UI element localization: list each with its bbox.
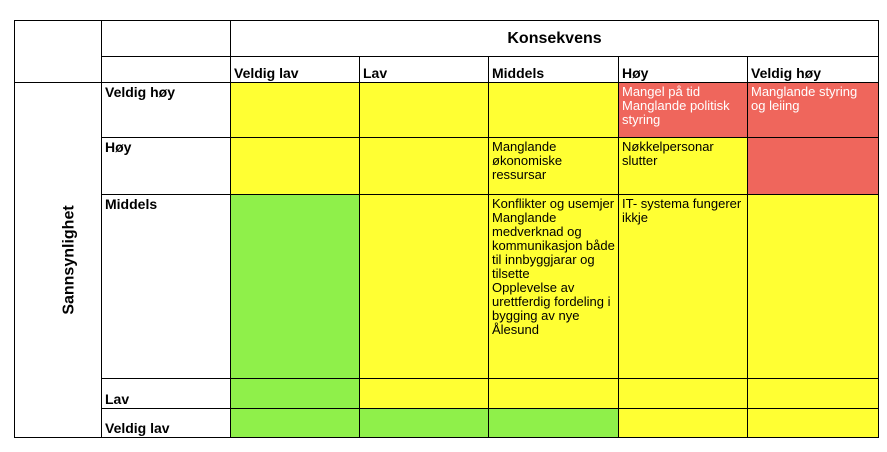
matrix-cell: IT- systema fungerer ikkje [619,195,748,379]
matrix-cell [489,379,619,409]
matrix-cell [231,195,360,379]
matrix-cell [360,138,489,195]
row-header: Lav [102,379,231,409]
matrix-cell [489,83,619,138]
matrix-cell [360,83,489,138]
matrix-cell [619,379,748,409]
side-axis-cell [15,83,102,438]
row-header: Veldig lav [102,409,231,438]
matrix-cell: Mangel på tid Manglande politisk styring [619,83,748,138]
matrix-cell [231,138,360,195]
column-header: Veldig høy [748,57,879,83]
matrix-cell [231,83,360,138]
matrix-cell [231,379,360,409]
column-header: Høy [619,57,748,83]
column-header: Lav [360,57,489,83]
matrix-cell [489,409,619,438]
matrix-cell [748,195,879,379]
matrix-cell [360,195,489,379]
matrix-cell: Konflikter og usemjer Manglande medverknad og kommunikasjon både til innbyggjarar og tilsette Opplevelse av urettferdig fordeling i bygging av nye Ålesund [489,195,619,379]
matrix-cell [619,409,748,438]
row-header: Veldig høy [102,83,231,138]
header-row-label-blank [102,57,231,83]
matrix-cell [748,409,879,438]
matrix-cell [748,379,879,409]
matrix-cell [360,409,489,438]
matrix-cell: Manglande styring og leiing [748,83,879,138]
column-header: Veldig lav [231,57,360,83]
row-header: Middels [102,195,231,379]
matrix-cell [360,379,489,409]
matrix-title: Konsekvens [231,21,879,57]
matrix-cell [748,138,879,195]
matrix-cell: Manglande økonomiske ressursar [489,138,619,195]
matrix-cell: Nøkkelpersonar slutter [619,138,748,195]
corner-cell [15,21,102,83]
row-header: Høy [102,138,231,195]
risk-matrix [14,20,879,438]
side-axis-label: Sannsynlighet [60,205,78,315]
column-header: Middels [489,57,619,83]
matrix-cell [231,409,360,438]
corner-cell-right [102,21,231,57]
